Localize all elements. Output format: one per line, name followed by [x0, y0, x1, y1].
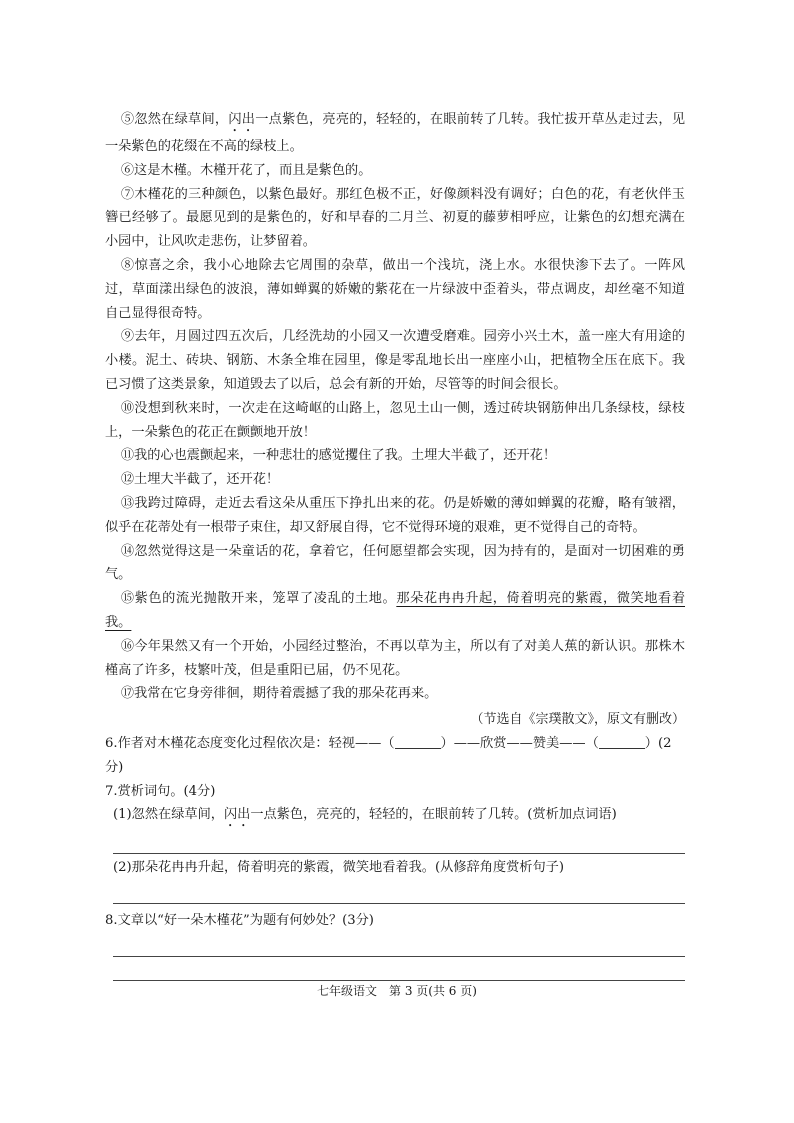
paragraph-17: ⑰我常在它身旁徘徊，期待着震撼了我的那朵花再来。: [120, 686, 438, 702]
question-8: 8.文章以“好一朵木槿花”为题有何妙处？(3分): [105, 913, 374, 929]
paragraph-11: ⑪我的心也震颤起来，一种悲壮的感觉攫住了我。土埋大半截了，还开花！: [120, 448, 557, 464]
p5-text-end: 一点紫色，亮亮的，轻轻的，在眼前转了几转。我忙拔开草丛走过去，见一朵紫色的花缀在不高的绿枝上。: [105, 112, 686, 154]
paragraph-10: ⑩没想到秋来时，一次走在这崎岖的山路上，忽见土山一侧，透过砖块钢筋伸出几条绿枝，绿枝上，一朵紫色的花正在颤颤地开放！: [105, 400, 685, 440]
q6-blank-1[interactable]: [395, 734, 441, 749]
p15-underlined-sentence: 那朵花冉冉升起，倚着明亮的紫霞，微笑地看着我。: [105, 591, 686, 630]
paragraph-14: ⑭忽然觉得这是一朵童话的花，拿着它，任何愿望都会实现，因为持有的，是面对一切困难的勇气。: [105, 543, 685, 583]
answer-line-8-2[interactable]: [113, 957, 685, 981]
q7-1-text-end: 一点紫色，亮亮的，轻轻的，在眼前转了几转。(赏析加点词语): [250, 807, 617, 823]
q7-1-text: (1)忽然在绿草间，: [113, 807, 224, 823]
paragraph-13: ⑬我跨过障碍，走近去看这朵从重压下挣扎出来的花。仍是娇嫩的薄如蝉翼的花瓣，略有皱褶，似乎在花蒂处有一根带子束住，却又舒展自得，它不觉得环境的艰难，更不觉得自己的奇特。: [105, 495, 685, 535]
p5-dotted-word: 闪出: [228, 112, 256, 127]
paragraph-8: ⑧惊喜之余，我小心地除去它周围的杂草，做出一个浅坑，浇上水。水很快渗下去了。一阵风过，草面漾出绿色的波浪，薄如蝉翼的娇嫩的紫花在一片绿波中歪着头，带点调皮，却丝毫不知道自己显得很奇特。: [105, 257, 685, 321]
q6-text-a: 6.作者对木槿花态度变化过程依次是：轻视——（: [105, 735, 395, 751]
paragraph-6: ⑥这是木槿。木槿开花了，而且是紫色的。: [120, 162, 372, 178]
paragraph-5: [105, 108, 685, 159]
paragraph-16: ⑯今年果然又有一个开始，小园经过整治，不再以草为主，所以有了对美人蕉的新认识。那株木槿高了许多，枝繁叶茂，但是重阳已届，仍不见花。: [105, 638, 685, 678]
q6-text-c: ）(2分): [105, 735, 672, 775]
p5-text: ⑤忽然在绿草间，: [120, 112, 229, 127]
q6-text-b: ）——欣赏——赞美——（: [440, 735, 599, 751]
q7-1-dotted-word: 闪出: [224, 807, 251, 823]
paragraph-15: [105, 587, 685, 635]
p15-text: ⑮紫色的流光抛散开来，笼罩了凌乱的土地。: [120, 591, 397, 607]
answer-line-8-1[interactable]: [113, 933, 685, 957]
paragraph-12: ⑫土埋大半截了，还开花！: [120, 472, 280, 488]
passage-area: [105, 108, 685, 981]
passage-source: （节选自《宗璞散文》，原文有删改）: [470, 712, 685, 728]
q6-blank-2[interactable]: [599, 734, 645, 749]
question-7: 7.赏析词句。(4分): [105, 783, 216, 799]
paragraph-9: ⑨去年，月圆过四五次后，几经洗劫的小园又一次遭受磨难。园旁小兴土木，盖一座大有用途的小楼。泥土、砖块、钢筋、木条全堆在园里，像是零乱地长出一座座小山，把植物全压在底下。我已习惯了这类景象，知道毁去了以后，总会有新的开始，尽管等的时间会很长。: [105, 329, 685, 392]
question-7-2: (2)那朵花冉冉升起，倚着明亮的紫霞，微笑地看着我。(从修辞角度赏析句子): [113, 860, 564, 876]
question-7-1: [105, 803, 685, 830]
answer-line-7-1[interactable]: [113, 830, 685, 854]
page-footer: 七年级语文 第 3 页(共 6 页): [317, 984, 477, 998]
question-6: [105, 732, 685, 780]
answer-line-7-2[interactable]: [113, 880, 685, 904]
paragraph-7: ⑦木槿花的三种颜色，以紫色最好。那红色极不正，好像颜料没有调好；白色的花，有老伙伴玉簪已经够了。最愿见到的是紫色的，好和早春的二月兰、初夏的藤萝相呼应，让紫色的幻想充满在小园中，让风吹走悲伤，让梦留着。: [105, 186, 685, 250]
